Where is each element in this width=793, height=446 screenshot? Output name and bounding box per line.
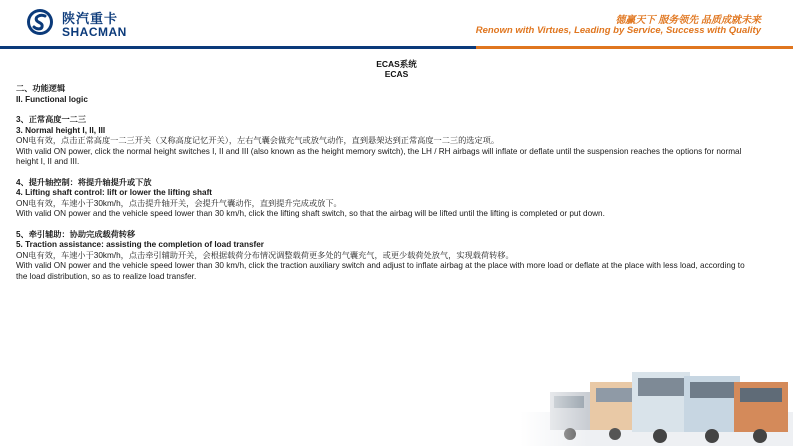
section-body-en: With valid ON power and the vehicle speed lower than 30 km/h, click the lifting shaft switch, so that the airbag will be lifted until the lifting is completed or put down. [16,209,605,218]
document-body [16,84,756,282]
spacer [16,105,756,115]
section-heading-cn: 4、提升轴控制：将提升轴提升或下放 [16,177,152,187]
section-body-en: With valid ON power and the vehicle speed lower than 30 km/h, click the traction auxiliary switch and adjust to inflate airbag at the place with more load or deflate at the place with less load, according to the load distribution, so as to realize load transfer. [16,261,745,281]
section-heading-cn: 5、牵引辅助：协助完成载荷转移 [16,229,136,239]
section-heading-en: II. Functional logic [16,94,88,104]
brand-name-en: SHACMAN [62,25,127,39]
document-title-cn: ECAS系统 [376,59,417,69]
spacer [16,220,756,230]
section-body-cn: ON电有效，车速小于30km/h，点击提升轴开关，会提升气囊动作，直到提升完成或放下。 [16,198,342,208]
slogan-cn: 德赢天下 服务领先 品质成就未来 [615,15,761,26]
section-heading-en: 3. Normal height I, II, III [16,125,106,135]
header-divider [0,46,793,49]
truck-fleet-image [520,352,793,446]
shacman-logo-icon [26,8,54,36]
section-heading-en: 5. Traction assistance: assisting the completion of load transfer [16,240,264,249]
brand-name-cn: 陕汽重卡 [62,11,119,26]
section-body-cn: ON电有效，车速小于30km/h，点击牵引辅助开关，会根据载荷分布情况调整载荷更多处的气囊充气，或更少载荷处放气，实现载荷转移。 [16,250,514,260]
spacer [16,168,756,178]
page-header [0,0,793,46]
section-heading-cn: 二、功能逻辑 [16,84,66,93]
document-title-en: ECAS [384,69,409,79]
section-heading-cn: 3、正常高度一二三 [16,115,87,124]
section-body-cn: ON电有效，点击正常高度一二三开关（又称高度记忆开关），左右气囊会做充气或放气动作，直到悬架达到正常高度一二三的选定项。 [16,136,500,145]
section-body-en: With valid ON power, click the normal height switches I, II and III (also known as the height memory switch), the LH / RH airbags will inflate or deflate until the suspension reaches the options for normal height I, II and III. [16,146,742,166]
slogan-en: Renown with Virtues, Leading by Service, Success with Quality [475,25,761,36]
section-heading-en: 4. Lifting shaft control: lift or lower the lifting shaft [16,188,213,197]
